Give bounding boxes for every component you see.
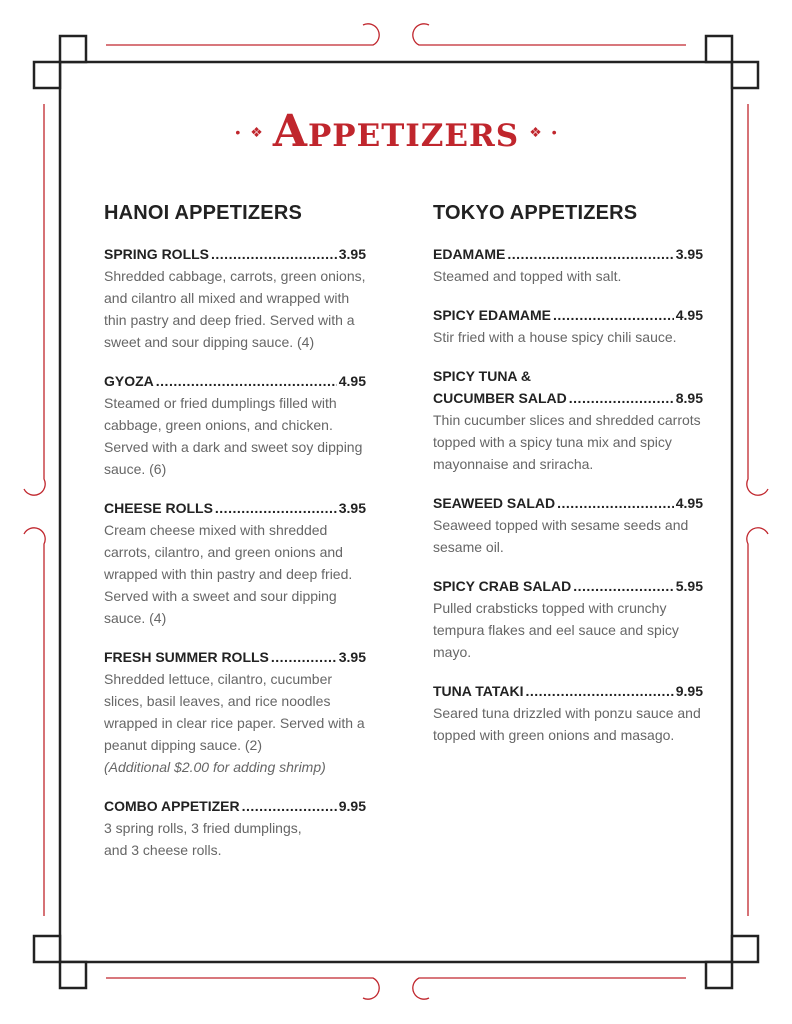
dot-leader <box>507 243 673 265</box>
menu-item <box>433 365 703 475</box>
item-name: COMBO APPETIZER <box>104 798 240 814</box>
dot-leader <box>156 370 337 392</box>
menu-item <box>104 243 366 353</box>
item-description-line: 3 spring rolls, 3 fried dumplings, <box>104 820 302 836</box>
corner-bottom-right <box>706 936 758 988</box>
item-price: 9.95 <box>338 798 366 814</box>
item-name: TUNA TATAKI <box>433 683 524 699</box>
diamond-flower-icon: ❖ <box>529 124 542 140</box>
item-description: Seared tuna drizzled with ponzu sauce and topped with green onions and masago. <box>433 705 701 743</box>
section-heading: HANOI APPETIZERS <box>104 202 303 224</box>
tokyo-column <box>433 200 703 763</box>
item-description: Shredded lettuce, cilantro, cucumber slices, basil leaves, and rice noodles wrapped in clear rice paper. Served with a peanut dipping sauce. (2) <box>104 671 365 753</box>
item-price: 3.95 <box>675 246 703 262</box>
dot-leader <box>215 497 337 519</box>
item-description-line: and 3 cheese rolls. <box>104 842 222 858</box>
corner-top-left <box>34 36 86 88</box>
item-price: 4.95 <box>338 373 366 389</box>
corner-top-right <box>706 36 758 88</box>
item-price: 3.95 <box>338 246 366 262</box>
hanoi-column <box>104 200 366 878</box>
item-name: SPRING ROLLS <box>104 246 210 262</box>
menu-item <box>104 646 366 778</box>
item-price: 3.95 <box>338 500 366 516</box>
item-name: GYOZA <box>104 373 154 389</box>
item-description: Steamed or fried dumplings filled with cabbage, green onions, and chicken. Served with a dark and sweet soy dipping sauce. (6) <box>104 395 363 477</box>
item-description: Shredded cabbage, carrots, green onions, and cilantro all mixed and wrapped with thin pastry and deep fried. Served with a sweet and sour dipping sauce. (4) <box>104 268 366 350</box>
item-description: Seaweed topped with sesame seeds and sesame oil. <box>433 517 689 555</box>
menu-item <box>433 680 703 746</box>
item-price: 4.95 <box>675 495 703 511</box>
menu-item <box>433 492 703 558</box>
item-price: 3.95 <box>338 649 366 665</box>
item-price: 4.95 <box>675 307 703 323</box>
title-text: Appetizers <box>272 106 520 157</box>
item-description: Pulled crabsticks topped with crunchy tempura flakes and eel sauce and spicy mayo. <box>433 600 679 660</box>
item-name: FRESH SUMMER ROLLS <box>104 649 269 665</box>
item-name: EDAMAME <box>433 246 506 262</box>
menu-item <box>104 795 366 861</box>
dot-leader <box>573 575 674 597</box>
item-price: 9.95 <box>675 683 703 699</box>
item-price: 8.95 <box>675 390 703 406</box>
item-description: Steamed and topped with salt. <box>433 268 622 284</box>
diamond-flower-icon: ❖ <box>250 124 263 140</box>
dot-leader <box>553 304 674 326</box>
item-description: Cream cheese mixed with shredded carrots, cilantro, and green onions and wrapped with thin pastry and deep fried. Served with a sweet and sour dipping sauce. (4) <box>104 522 353 626</box>
dot-leader <box>569 387 674 409</box>
menu-item <box>104 370 366 480</box>
menu-item <box>433 304 703 348</box>
item-name: SEAWEED SALAD <box>433 495 556 511</box>
dot-leader <box>211 243 337 265</box>
item-name: CUCUMBER SALAD <box>433 390 567 406</box>
dot-leader <box>557 492 674 514</box>
item-description: Thin cucumber slices and shredded carrots topped with a spicy tuna mix and spicy mayonnaise and sriracha. <box>433 412 701 472</box>
menu-item <box>433 575 703 663</box>
item-price: 5.95 <box>675 578 703 594</box>
dot-leader <box>271 646 337 668</box>
item-note: (Additional $2.00 for adding shrimp) <box>104 759 326 775</box>
dot-leader <box>525 680 673 702</box>
item-name: SPICY EDAMAME <box>433 307 551 323</box>
dot-leader <box>242 795 337 817</box>
item-description: Stir fried with a house spicy chili sauce. <box>433 329 677 345</box>
dot-ornament-icon: • <box>235 124 241 140</box>
menu-item <box>104 497 366 629</box>
item-name-line1: SPICY TUNA & <box>433 368 532 384</box>
dot-ornament-icon: • <box>551 124 557 140</box>
corner-bottom-left <box>34 936 86 988</box>
item-name: CHEESE ROLLS <box>104 500 213 516</box>
menu-item <box>433 243 703 287</box>
item-name: SPICY CRAB SALAD <box>433 578 572 594</box>
section-heading: TOKYO APPETIZERS <box>433 202 638 224</box>
page-title <box>0 104 792 160</box>
